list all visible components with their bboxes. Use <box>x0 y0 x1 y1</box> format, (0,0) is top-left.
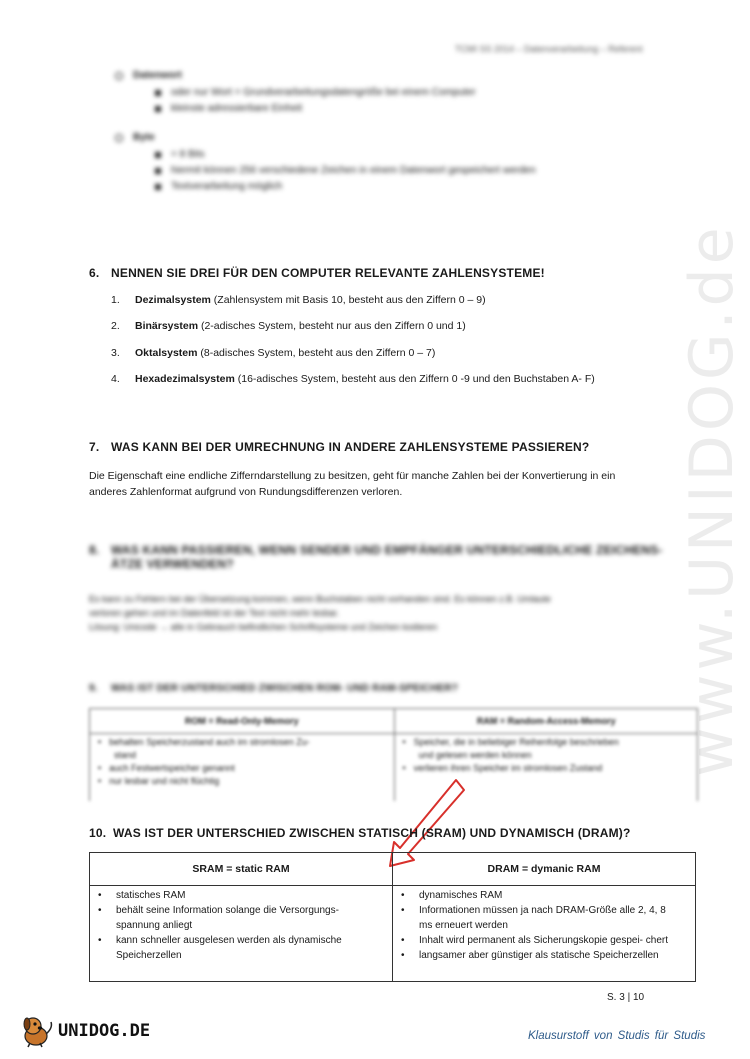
sram-cell <box>90 886 393 982</box>
list-item: • langsamer aber günstiger als statische Speicherzellen <box>399 948 691 963</box>
list-item: • Informationen müssen ja nach DRAM-Größe alle 2, 4, 8 ms erneuert werden <box>399 903 691 933</box>
question-6-heading: 6. NENNEN SIE DREI FÜR DEN COMPUTER RELEVANTE ZAHLENSYSTEME! <box>89 266 545 280</box>
list-item: 3. Oktalsystem (8-adisches System, besteht aus den Ziffern 0 – 7) <box>111 347 436 359</box>
list-item: • dynamisches RAM <box>399 888 691 903</box>
rom-column: ROM = Read-Only-Memory • behalten Speicherzustand auch im stromlosen Zu- stand • auch Festwertspeicher genannt • nur lesbar und nicht flüchtig <box>90 709 394 801</box>
question-8-heading: 8. WAS KANN PASSIEREN, WENN SENDER UND EMPFÄNGER UNTERSCHIEDLICHE ZEICHENS- ÄTZE VERWENDEN? <box>89 543 663 571</box>
list-item: hiermit können 256 verschiedene Zeichen in einem Datenwort gespeichert werden <box>155 165 536 176</box>
bullet-icon <box>155 106 161 112</box>
sram-header: SRAM = static RAM <box>90 853 393 886</box>
list-item: Datenwort <box>115 70 536 81</box>
bullet-icon <box>155 152 161 158</box>
dram-cell <box>393 886 696 982</box>
list-item: 4. Hexadezimalsystem (16-adisches System, besteht aus den Ziffern 0 -9 und den Buchstaben A- F) <box>111 373 595 385</box>
list-item: = 8 Bits <box>155 149 536 160</box>
question-9-heading: 9. WAS IST DER UNTERSCHIED ZWISCHEN ROM- UND RAM-SPEICHER? <box>89 683 459 694</box>
top-list <box>115 70 536 197</box>
list-item: Textverarbeitung möglich <box>155 181 536 192</box>
answer-7-text: Die Eigenschaft eine endliche Zifferndarstellung zu besitzen, geht für manche Zahlen bei der Konvertierung in ein anderes Zahlenformat aufgrund von Rundungsdifferenzen verloren. <box>89 470 616 498</box>
answer-8-text: Es kann zu Fehlern bei der Übersetzung kommen, wenn Buchstaben nicht vorhanden sind. Es können z.B. Umlaute verloren gehen und im Datenfeld ist der Text nicht mehr lesbar. Lösung: Unicode → alle in Gebrauch befindlichen Schriftsysteme und Zeichen kodieren <box>89 594 551 632</box>
bullet-icon <box>155 168 161 174</box>
ram-column: RAM = Random-Access-Memory • Speicher, die in beliebiger Reihenfolge beschrieben und gelesen werden können • verlieren ihren Speicher im stromlosen Zustand <box>394 709 699 801</box>
dram-header: DRAM = dymanic RAM <box>393 853 696 886</box>
bullet-icon <box>155 90 161 96</box>
list-item: kleinste adressierbare Einheit <box>155 103 536 114</box>
question-10-heading: 10. WAS IST DER UNTERSCHIED ZWISCHEN STATISCH (SRAM) UND DYNAMISCH (DRAM)? <box>89 826 631 840</box>
footer-tagline: Klausurstoff von Studis für Studis <box>528 1030 706 1042</box>
bullet-icon <box>115 134 123 142</box>
list-item: • behält seine Information solange die Versorgungs- spannung anliegt <box>96 903 388 933</box>
page-number: S. 3 | 10 <box>607 992 645 1003</box>
page-header: TCMI SS 2014 – Datenverarbeitung – Referent <box>455 44 643 54</box>
bullet-icon <box>115 72 123 80</box>
list-item: 2. Binärsystem (2-adisches System, besteht nur aus den Ziffern 0 und 1) <box>111 320 466 332</box>
question-7-heading: 7. WAS KANN BEI DER UMRECHNUNG IN ANDERE ZAHLENSYSTEME PASSIEREN? <box>89 440 590 454</box>
list-item: Byte <box>115 132 536 143</box>
bullet-icon <box>155 184 161 190</box>
dog-icon <box>20 1014 56 1048</box>
list-item: oder nur Wort = Grundverarbeitungsdatengröße bei einem Computer <box>155 87 536 98</box>
list-item: • kann schneller ausgelesen werden als dynamische Speicherzellen <box>96 933 388 963</box>
list-item: 1. Dezimalsystem (Zahlensystem mit Basis 10, besteht aus den Ziffern 0 – 9) <box>111 294 486 306</box>
sram-dram-table <box>89 852 696 982</box>
watermark: www.UNIDOG.de <box>677 223 747 777</box>
list-item: • statisches RAM <box>96 888 388 903</box>
list-item: • Inhalt wird permanent als Sicherungskopie gespei- chert <box>399 933 691 948</box>
unidog-logo: UNIDOG.DE <box>20 1014 150 1048</box>
